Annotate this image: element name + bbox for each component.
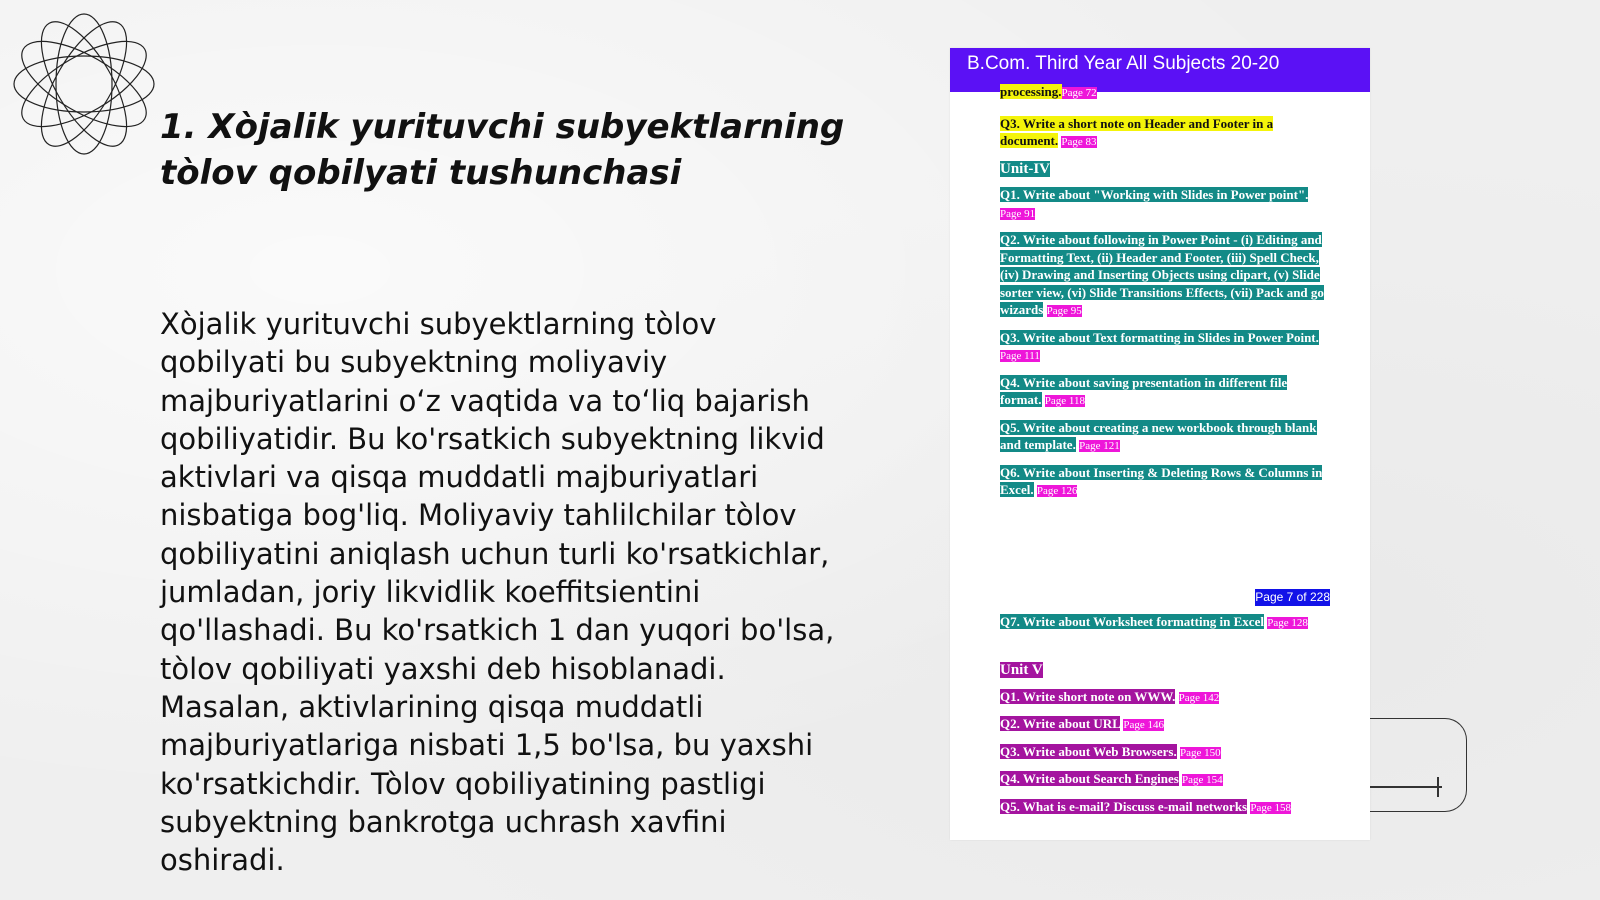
partial-top-line (1000, 83, 1330, 103)
list-item (1000, 186, 1330, 223)
orbit-rings-logo-icon (10, 10, 158, 158)
list-item (1000, 231, 1330, 321)
list-item (1000, 419, 1330, 456)
page-ref: Page 154 (1182, 774, 1223, 786)
page-ref: Page 111 (1000, 350, 1040, 362)
item-text: Q4. Write about saving presentation in different file format. (1000, 374, 1288, 407)
list-item (1000, 743, 1330, 763)
frame-line (1370, 786, 1442, 788)
unit5-label: Unit V (1000, 662, 1043, 678)
partial-top-text: processing. (1000, 84, 1062, 99)
document-image (950, 48, 1370, 840)
document-header: B.Com. Third Year All Subjects 20-20 (950, 48, 1370, 92)
page-indicator-row (1000, 589, 1330, 609)
page-ref: Page 83 (1061, 136, 1097, 148)
list-item (1000, 374, 1330, 411)
unit5-list (1000, 688, 1330, 818)
unit4-list (1000, 186, 1330, 501)
item-text: Q2. Write about following in Power Point - (i) Editing and Formatting Text, (ii) Header and Footer, (iii) Spell Check, (iv) Drawing and Inserting Objects using clipart, (v) Slide sorter view, (vi) Slide Transitions Effects, (vii) Pack and go wizards (1000, 232, 1324, 317)
item-text: Q1. Write about "Working with Slides in Power point". (1000, 187, 1309, 202)
item-text: Q5. What is e-mail? Discuss e-mail networks (1000, 798, 1248, 814)
page-ref: Page 121 (1079, 440, 1120, 452)
crosshair-icon (1437, 777, 1439, 797)
item-text: Q1. Write short note on WWW. (1000, 688, 1176, 704)
list-item (1000, 798, 1330, 818)
slide-title-line2: tòlov qobilyati tushunchasi (160, 153, 682, 193)
unit4-heading (1000, 161, 1330, 179)
item-text: Q3. Write about Text formatting in Slides in Power Point. (1000, 329, 1319, 345)
list-item (1000, 715, 1330, 735)
slide-title (160, 104, 860, 196)
unit5-heading (1000, 662, 1330, 680)
list-item (1000, 770, 1330, 790)
unit4-label: Unit-IV (1000, 160, 1051, 177)
q3-item (1000, 115, 1330, 152)
item-text: Q4. Write about Search Engines (1000, 771, 1179, 786)
slide-body-text: Xòjalik yurituvchi subyektlarning tòlov qobilyati bu subyektning moliyaviy majburiyatlarini o‘z vaqtida va to‘liq bajarish qobiliyatidir. Bu ko'rsatkich subyektning likvid aktivlari va qisqa muddatli majburiyatlari nisbatiga bog'liq. Moliyaviy tahlilchilar tòlov qobiliyatini aniqlash uchun turli ko'rsatkichlar, jumladan, joriy likvidlik koeffitsientini qo'llashadi. Bu ko'rsatkich 1 dan yuqori bo'lsa, tòlov qobiliyati yaxshi deb hisoblanadi. Masalan, aktivlarining qisqa muddatli majburiyatlariga nisbati 1,5 bo'lsa, bu yaxshi ko'rsatkichdir. Tòlov qobiliyatining pastligi subyektning bankrotga uchrash xavfini oshiradi. (160, 307, 835, 878)
document-body (1000, 84, 1330, 817)
list-item (1000, 329, 1330, 366)
page-ref: Page 142 (1178, 691, 1220, 704)
page-ref: Page 158 (1250, 801, 1292, 814)
page-ref: Page 95 (1046, 305, 1082, 317)
list-item (1000, 464, 1330, 501)
item-text: Q2. Write about URL (1000, 716, 1121, 731)
corner-frame-decoration (1370, 718, 1467, 812)
item-text: Q5. Write about creating a new workbook through blank and template. (1000, 419, 1317, 452)
item-text: Q6. Write about Inserting & Deleting Rows & Columns in Excel. (1000, 464, 1323, 497)
page-ref: Page 128 (1267, 616, 1308, 629)
spacer (1000, 501, 1330, 589)
page-ref: Page 72 (1061, 87, 1097, 99)
q7-item (1000, 613, 1330, 633)
page-ref: Page 146 (1123, 719, 1165, 731)
q7-text: Q7. Write about Worksheet formatting in Excel (1000, 613, 1264, 629)
slide-title-line1: 1. Xòjalik yurituvchi subyektlarning (160, 107, 845, 147)
item-text: Q3. Write about Web Browsers. (1000, 743, 1177, 759)
page-ref: Page 118 (1044, 395, 1085, 407)
q3-text: Q3. Write a short note on Header and Footer in a document. (1000, 115, 1274, 148)
page-ref: Page 91 (1000, 207, 1036, 220)
page-ref: Page 150 (1179, 746, 1221, 759)
page-ref: Page 126 (1036, 485, 1078, 497)
page-indicator: Page 7 of 228 (1255, 589, 1330, 607)
list-item (1000, 688, 1330, 708)
